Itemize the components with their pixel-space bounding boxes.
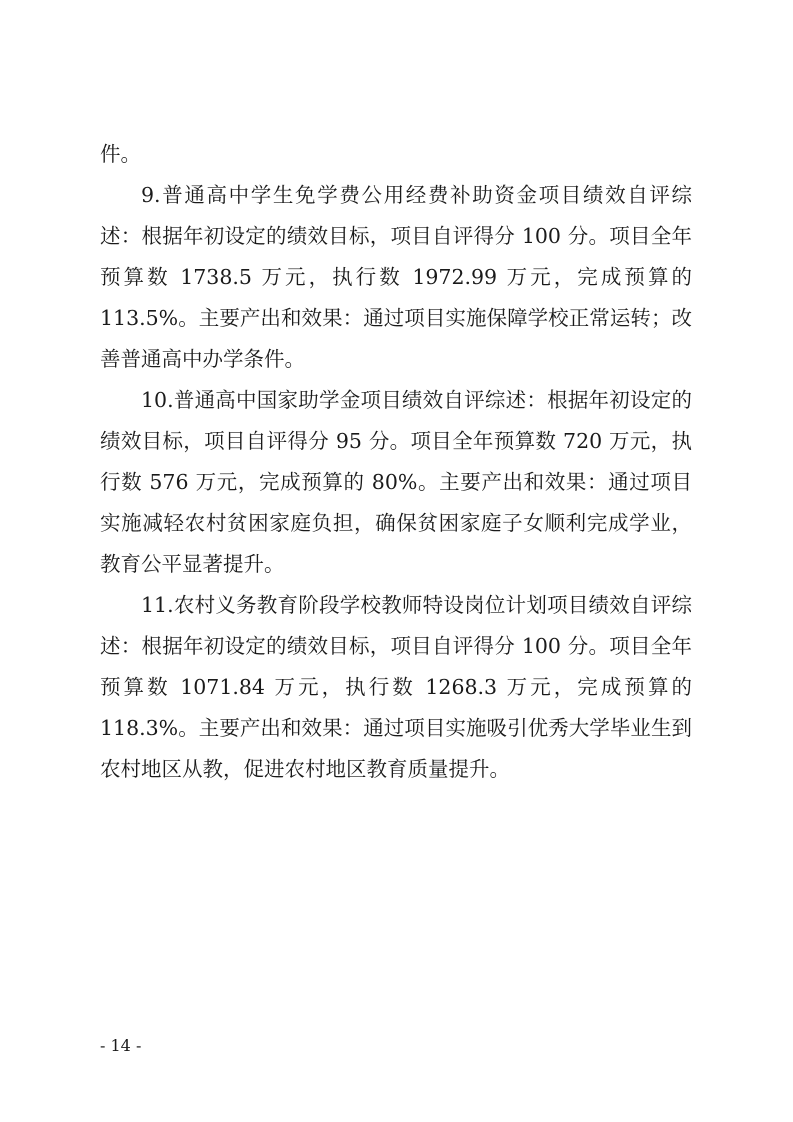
document-body	[100, 134, 692, 790]
paragraph-item-9: 9.普通高中学生免学费公用经费补助资金项目绩效自评综述：根据年初设定的绩效目标，项目自评得分 100 分。项目全年预算数 1738.5 万元，执行数 1972.99 万元，完成预算的 113.5%。主要产出和效果：通过项目实施保障学校正常运转；改善普通高中办学条件。	[100, 183, 692, 371]
paragraph-continuation: 件。	[100, 142, 141, 166]
paragraph-item-10: 10.普通高中国家助学金项目绩效自评综述：根据年初设定的绩效目标，项目自评得分 95 分。项目全年预算数 720 万元，执行数 576 万元，完成预算的 80%。主要产出和效果：通过项目实施减轻农村贫困家庭负担，确保贫困家庭子女顺利完成学业，教育公平显著提升。	[100, 388, 692, 576]
page-number: - 14 -	[100, 1036, 142, 1055]
paragraph-item-11: 11.农村义务教育阶段学校教师特设岗位计划项目绩效自评综述：根据年初设定的绩效目标，项目自评得分 100 分。项目全年预算数 1071.84 万元，执行数 1268.3 万元，完成预算的 118.3%。主要产出和效果：通过项目实施吸引优秀大学毕业生到农村地区从教，促进农村地区教育质量提升。	[100, 593, 692, 781]
